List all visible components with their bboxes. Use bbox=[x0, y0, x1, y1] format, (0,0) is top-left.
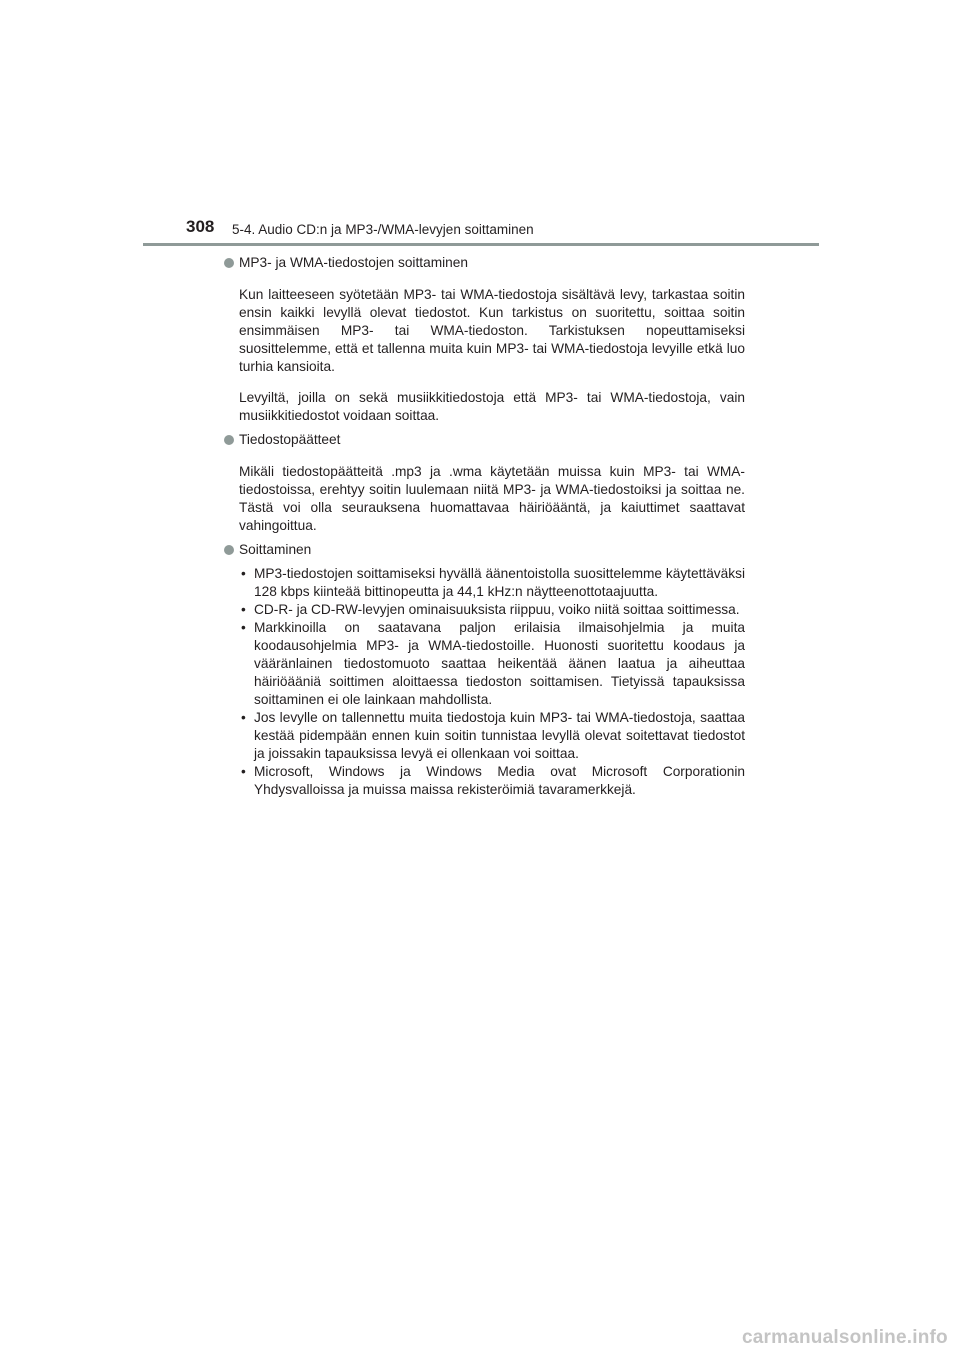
list-dot: • bbox=[241, 710, 246, 726]
list-item bbox=[239, 565, 745, 601]
section-heading bbox=[223, 431, 745, 449]
section-heading-text: Tiedostopäätteet bbox=[239, 432, 341, 448]
circle-bullet-icon bbox=[224, 435, 234, 445]
paragraph: Mikäli tiedostopäätteitä .mp3 ja .wma käytetään muissa kuin MP3- tai WMA-tiedostoissa, erehtyy soitin luulemaan niitä MP3- ja WMA-tiedostoiksi ja soittaa ne. Tästä voi olla seurauksena huomattavaa häiriöääntä, ja kaiuttimet saattavat vahingoittua. bbox=[239, 464, 745, 534]
list-item-text: MP3-tiedostojen soittamiseksi hyvällä äänentoistolla suosittelemme käytettäväksi 128 kbps kiinteää bittinopeutta ja 44,1 kHz:n näytteenottotaajuutta. bbox=[254, 566, 745, 600]
list-dot: • bbox=[241, 764, 246, 780]
bullet-list bbox=[239, 565, 745, 799]
header-rule bbox=[143, 243, 819, 246]
list-dot: • bbox=[241, 620, 246, 636]
list-item-text: Microsoft, Windows ja Windows Media ovat Microsoft Corporationin Yhdysvalloissa ja muissa maissa rekisteröimiä tavaramerkkejä. bbox=[254, 764, 745, 798]
section-heading-text: MP3- ja WMA-tiedostojen soittaminen bbox=[239, 255, 468, 270]
list-dot: • bbox=[241, 602, 246, 618]
section-playback bbox=[223, 541, 745, 799]
list-item-text: Markkinoilla on saatavana paljon erilaisia ilmaisohjelmia ja muita koodausohjelmia MP3- ja WMA-tiedostoille. Huonosti suoritettu koodaus ja vääränlainen tiedostomuoto saattaa heikentää äänen laatua ja aiheuttaa häiriöääniä soittimen aloittaessa tiedoston soittamisen. Tietyissä tapauksissa soittaminen ei ole lainkaan mahdollista. bbox=[254, 620, 745, 708]
list-item bbox=[239, 763, 745, 799]
section-file-extensions bbox=[223, 431, 745, 535]
list-item bbox=[239, 601, 745, 619]
list-item bbox=[239, 709, 745, 763]
list-dot: • bbox=[241, 566, 246, 582]
circle-bullet-icon bbox=[224, 258, 234, 268]
list-item-text: CD-R- ja CD-RW-levyjen ominaisuuksista riippuu, voiko niitä soittaa soittimessa. bbox=[254, 602, 740, 618]
page-content bbox=[223, 254, 745, 805]
list-item-text: Jos levylle on tallennettu muita tiedostoja kuin MP3- tai WMA-tiedostoja, saattaa kestää pidempään ennen kuin soitin tunnistaa levyllä olevat soitettavat tiedostot ja joissakin tapauksissa levyä ei ollenkaan voi soittaa. bbox=[254, 710, 745, 762]
circle-bullet-icon bbox=[224, 545, 234, 555]
running-header: 5-4. Audio CD:n ja MP3-/WMA-levyjen soittaminen bbox=[232, 222, 534, 237]
list-item bbox=[239, 619, 745, 709]
section-mp3-wma-playback bbox=[223, 254, 745, 425]
watermark-text: carmanualsonline.info bbox=[742, 1327, 948, 1348]
paragraph: Levyiltä, joilla on sekä musiikkitiedostoja että MP3- tai WMA-tiedostoja, vain musiikkitiedostot voidaan soittaa. bbox=[239, 390, 745, 424]
section-heading bbox=[223, 541, 745, 559]
section-heading-text: Soittaminen bbox=[239, 542, 312, 558]
section-heading bbox=[223, 254, 745, 272]
page-number: 308 bbox=[186, 217, 215, 236]
paragraph: Kun laitteeseen syötetään MP3- tai WMA-tiedostoja sisältävä levy, tarkastaa soitin ensin kaikki levyllä olevat tiedostot. Kun tarkistus on suoritettu, soittaa soitin ensimmäisen MP3- tai WMA-tiedoston. Tarkistuksen nopeuttamiseksi suosittelemme, että et tallenna muita kuin MP3- tai WMA-tiedostoja levyille etkä luo turhia kansioita. bbox=[239, 286, 745, 374]
